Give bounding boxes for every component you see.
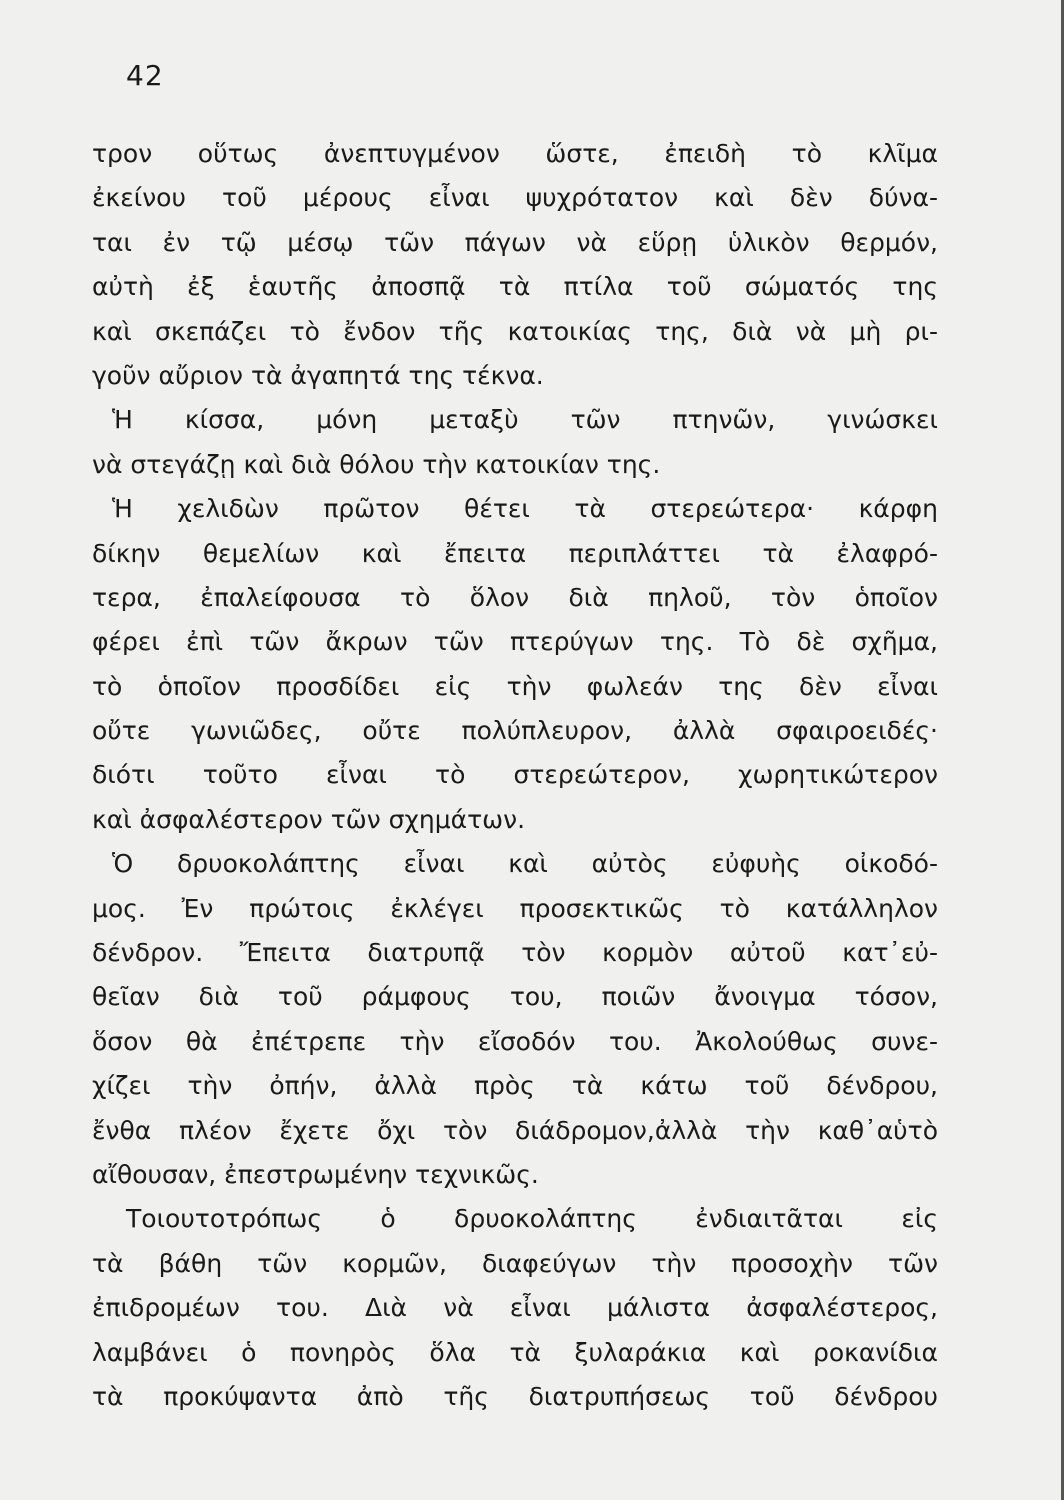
- text-line: τὰ προκύψαντα ἀπὸ τῆς διατρυπήσεως τοῦ δένδρου: [92, 1381, 938, 1411]
- text-line: Ἡ χελιδὼν πρῶτον θέτει τὰ στερεώτερα· κάρφη: [112, 494, 938, 524]
- text-line: φέρει ἐπὶ τῶν ἄκρων τῶν πτερύγων της. Τὸ δὲ σχῆμα,: [92, 627, 938, 657]
- text-line: μος. Ἐν πρώτοις ἐκλέγει προσεκτικῶς τὸ κατάλληλον: [92, 893, 938, 923]
- text-line: διότι τοῦτο εἶναι τὸ στερεώτερον, χωρητικώτερον: [92, 760, 938, 790]
- page-number: 42: [126, 59, 164, 92]
- text-line: τὸ ὁποῖον προσδίδει εἰς τὴν φωλεάν της δὲν εἶναι: [92, 671, 938, 701]
- text-line: ται ἐν τῷ μέσῳ τῶν πάγων νὰ εὕρῃ ὑλικὸν θερμόν,: [92, 227, 938, 257]
- text-line: αἴθουσαν, ἐπεστρωμένην τεχνικῶς.: [92, 1159, 539, 1189]
- text-line: καὶ σκεπάζει τὸ ἔνδον τῆς κατοικίας της, διὰ νὰ μὴ ρι-: [92, 316, 938, 346]
- text-line: οὔτε γωνιῶδες, οὔτε πολύπλευρον, ἀλλὰ σφαιροειδές·: [92, 716, 938, 746]
- text-line: τὰ βάθη τῶν κορμῶν, διαφεύγων τὴν προσοχὴν τῶν: [92, 1248, 938, 1278]
- text-line: τερα, ἐπαλείφουσα τὸ ὅλον διὰ πηλοῦ, τὸν ὁποῖον: [92, 582, 938, 612]
- text-line: λαμβάνει ὁ πονηρὸς ὅλα τὰ ξυλαράκια καὶ ροκανίδια: [92, 1337, 938, 1367]
- text-line: νὰ στεγάζῃ καὶ διὰ θόλου τὴν κατοικίαν της.: [92, 449, 661, 479]
- text-line: ἐκείνου τοῦ μέρους εἶναι ψυχρότατον καὶ δὲν δύνα-: [92, 183, 938, 213]
- text-line: ἐπιδρομέων του. Διὰ νὰ εἶναι μάλιστα ἀσφαλέστερος,: [92, 1293, 938, 1323]
- text-line: χίζει τὴν ὀπήν, ἀλλὰ πρὸς τὰ κάτω τοῦ δένδρου,: [92, 1071, 938, 1101]
- text-line: Ὁ δρυοκολάπτης εἶναι καὶ αὐτὸς εὐφυὴς οἰκοδό-: [112, 849, 938, 879]
- text-line: αὐτὴ ἐξ ἑαυτῆς ἀποσπᾷ τὰ πτίλα τοῦ σώματός της: [92, 272, 938, 302]
- text-line: ὅσον θὰ ἐπέτρεπε τὴν εἴσοδόν του. Ἀκολούθως συνε-: [92, 1026, 938, 1056]
- text-line: δένδρον. Ἔπειτα διατρυπᾷ τὸν κορμὸν αὐτοῦ κατ᾽εὐ-: [92, 938, 938, 968]
- text-line: γοῦν αὔριον τὰ ἀγαπητά της τέκνα.: [92, 360, 544, 390]
- text-line: Ἡ κίσσα, μόνη μεταξὺ τῶν πτηνῶν, γινώσκει: [112, 405, 938, 435]
- text-line: τρον οὕτως ἀνεπτυγμένον ὥστε, ἐπειδὴ τὸ κλῖμα: [92, 139, 938, 168]
- text-line: θεῖαν διὰ τοῦ ράμφους του, ποιῶν ἄνοιγμα τόσον,: [92, 982, 938, 1012]
- text-line: καὶ ἀσφαλέστερον τῶν σχημάτων.: [92, 804, 526, 834]
- text-line: Τοιουτοτρόπως ὁ δρυοκολάπτης ἐνδιαιτᾶται εἰς: [126, 1204, 938, 1234]
- body-text: [92, 132, 938, 1419]
- text-line: δίκην θεμελίων καὶ ἔπειτα περιπλάττει τὰ ἐλαφρό-: [92, 538, 938, 568]
- text-line: ἔνθα πλέον ἔχετε ὄχι τὸν διάδρομον,ἀλλὰ τὴν καθ᾽αὑτὸ: [92, 1115, 938, 1145]
